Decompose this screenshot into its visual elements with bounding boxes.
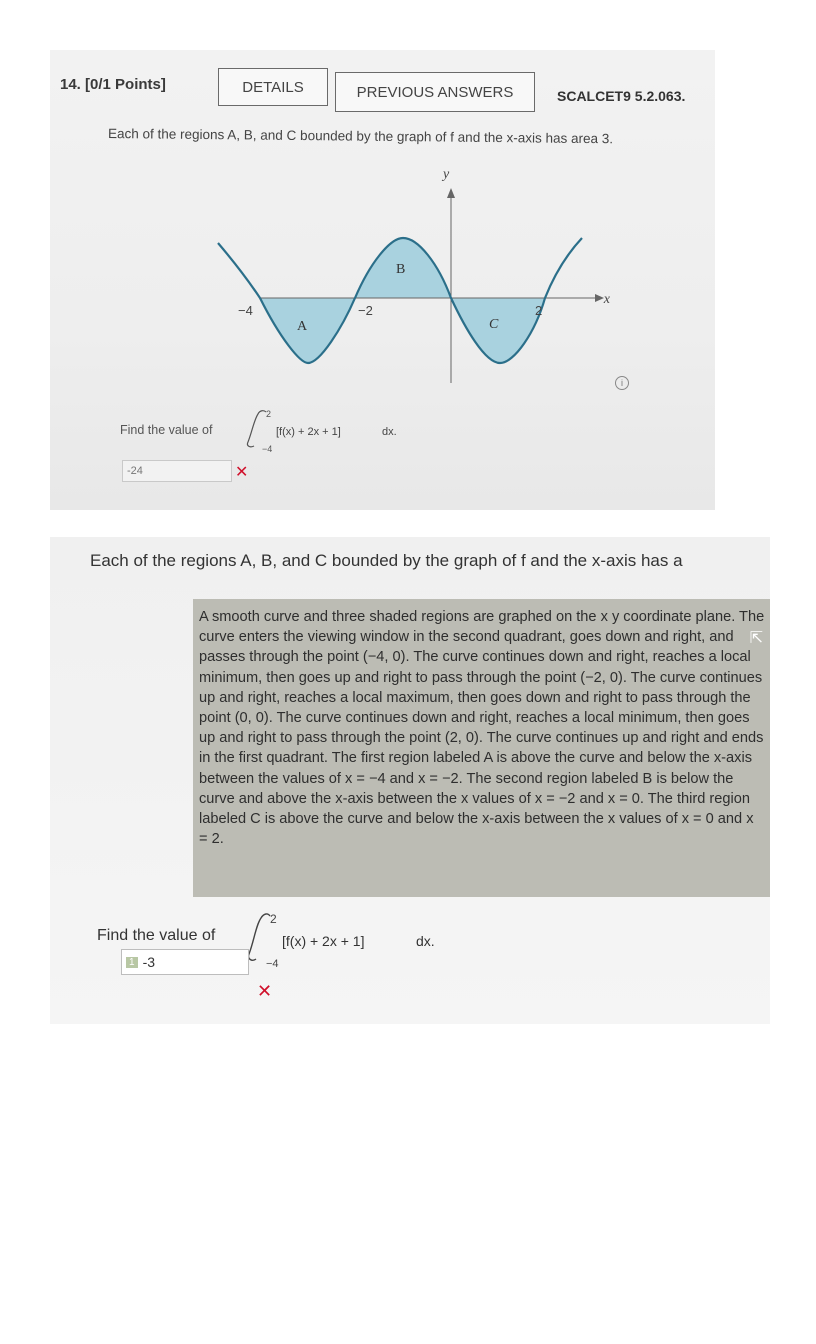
- alt-text: A smooth curve and three shaded regions are graphed on the x y coordinate plane. The curve enters the viewing window in the second quadrant, goes down and right, and passes through the point (−4, 0). The curve continues down and right, reaches a local minimum, then goes up and right to pass through the point (−2, 0). The curve continues up and right, reaches a local maximum, then goes down and right to pass through the point (0, 0). The curve continues down and right, reaches a local minimum, then goes up and right to pass through the point (2, 0). The curve continues up and right and ends in the first quadrant. The first region labeled A is above the curve and below the x-axis between the values of x = −4 and x = −2. The second region labeled B is below the curve and above the x-axis between the x values of x = −2 and x = 0. The third region labeled C is above the curve and below the x-axis between the x values of x = 0 and x = 2.: [199, 609, 765, 848]
- question-description-zoomed: Each of the regions A, B, and C bounded by the graph of f and the x-axis has a: [90, 551, 683, 570]
- attempt-badge: 1: [126, 957, 138, 968]
- differential: dx.: [382, 426, 397, 438]
- question-number: 14. [0/1 Points]: [60, 76, 166, 93]
- question-panel-bottom: [50, 537, 770, 1024]
- integral-upper-limit: 2: [266, 409, 272, 419]
- previous-answers-button[interactable]: PREVIOUS ANSWERS: [335, 72, 535, 112]
- answer-input[interactable]: -24: [122, 460, 232, 482]
- details-button[interactable]: DETAILS: [218, 68, 328, 106]
- region-label-b: B: [396, 262, 406, 277]
- function-graph: [190, 158, 610, 388]
- textbook-code: SCALCET9 5.2.063.: [557, 88, 686, 104]
- graph-alt-text-box: [193, 599, 770, 897]
- integral-expression: [240, 406, 470, 456]
- integral-lower-limit: −4: [262, 444, 273, 454]
- tick-label-neg4: −4: [238, 303, 253, 318]
- integral-lower-limit-zoomed: −4: [266, 958, 279, 969]
- x-axis-label: x: [603, 292, 610, 307]
- region-label-a: A: [297, 319, 308, 334]
- tick-label-neg2: −2: [358, 303, 373, 318]
- integral-sign: [247, 411, 266, 447]
- answer-value: -3: [142, 954, 156, 970]
- integral-sign-zoomed: [249, 914, 270, 960]
- question-description: Each of the regions A, B, and C bounded by the graph of f and the x-axis has area 3.: [107, 126, 614, 147]
- incorrect-icon-zoomed: ✕: [257, 981, 273, 1001]
- mouse-cursor-icon: ⇱: [749, 630, 763, 647]
- region-a-fill: [260, 298, 355, 363]
- integrand-zoomed: [f(x) + 2x + 1]: [282, 933, 365, 949]
- integrand: [f(x) + 2x + 1]: [276, 426, 341, 438]
- integral-expression-zoomed: [240, 909, 500, 969]
- answer-input-zoomed[interactable]: [121, 949, 249, 975]
- y-axis-arrow: [447, 188, 455, 198]
- y-axis-label: y: [443, 167, 450, 182]
- find-value-label-zoomed: Find the value of: [97, 927, 216, 944]
- differential-zoomed: dx.: [416, 933, 435, 949]
- question-panel-top: [50, 50, 715, 510]
- x-axis-arrow: [595, 294, 604, 302]
- integral-upper-limit-zoomed: 2: [270, 912, 277, 926]
- info-icon[interactable]: i: [615, 376, 629, 390]
- find-value-label: Find the value of: [120, 423, 213, 437]
- incorrect-icon: ✕: [235, 464, 249, 481]
- region-label-c: C: [489, 317, 499, 332]
- tick-label-2: 2: [535, 303, 543, 318]
